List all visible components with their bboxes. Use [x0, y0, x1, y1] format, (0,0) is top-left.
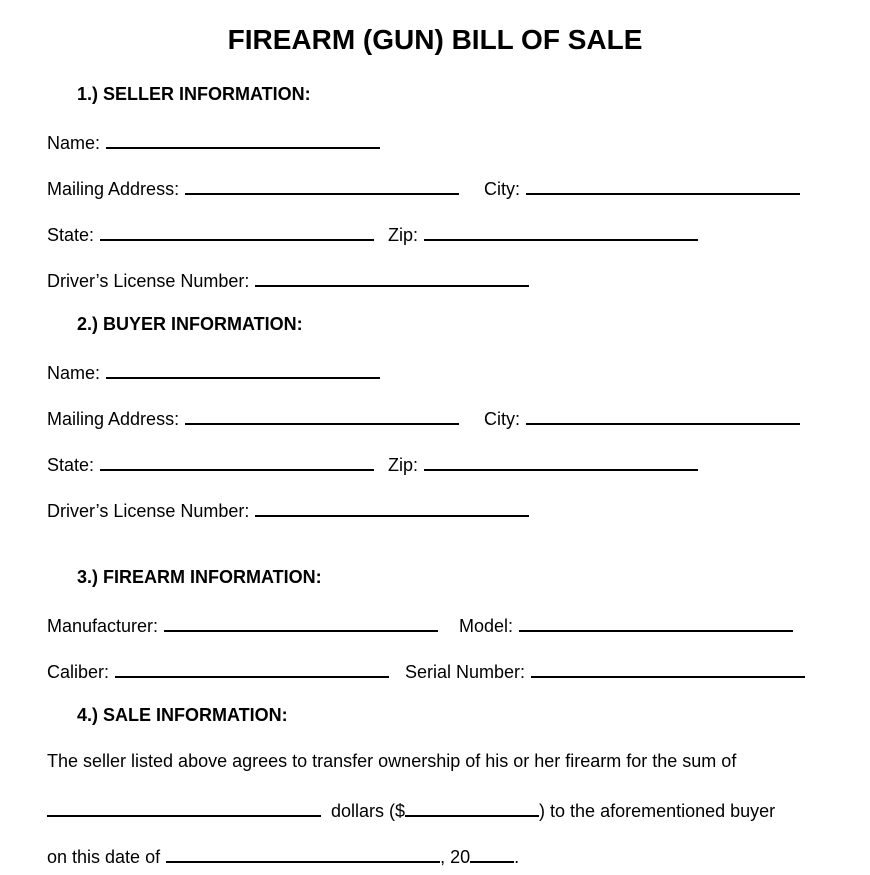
- form-title: FIREARM (GUN) BILL OF SALE: [227, 24, 643, 55]
- sale-heading: 4.) SALE INFORMATION:: [77, 705, 288, 725]
- buyer-address-label: Mailing Address:: [47, 409, 180, 429]
- seller-state-field[interactable]: [100, 221, 374, 241]
- sale-year-field[interactable]: [470, 843, 514, 863]
- buyer-state-row: [47, 451, 870, 475]
- buyer-city-field[interactable]: [526, 405, 800, 425]
- sale-date-field[interactable]: [166, 843, 440, 863]
- serial-number-label: Serial Number:: [405, 662, 526, 682]
- buyer-name-label: Name:: [47, 363, 101, 383]
- firearm-heading: 3.) FIREARM INFORMATION:: [77, 567, 322, 587]
- buyer-address-field[interactable]: [185, 405, 459, 425]
- buyer-zip-field[interactable]: [424, 451, 698, 471]
- seller-name-field[interactable]: [106, 129, 380, 149]
- model-field[interactable]: [519, 612, 793, 632]
- serial-number-field[interactable]: [531, 658, 805, 678]
- seller-state-label: State:: [47, 225, 95, 245]
- seller-city-label: City:: [484, 179, 520, 199]
- seller-address-row: [47, 175, 870, 199]
- dollars-text: dollars ($: [331, 801, 406, 821]
- buyer-heading: 2.) BUYER INFORMATION:: [77, 314, 303, 334]
- buyer-zip-label: Zip:: [388, 455, 419, 475]
- seller-license-row: [47, 267, 870, 291]
- seller-name-label: Name:: [47, 133, 101, 153]
- seller-license-field[interactable]: [255, 267, 529, 287]
- firearm-make-row: [47, 612, 870, 636]
- caliber-label: Caliber:: [47, 662, 110, 682]
- buyer-state-field[interactable]: [100, 451, 374, 471]
- firearm-caliber-row: [47, 658, 870, 682]
- seller-zip-field[interactable]: [424, 221, 698, 241]
- sale-sentence-line1: The seller listed above agrees to transfer ownership of his or her firearm for the sum of: [47, 751, 737, 771]
- seller-license-label: Driver’s License Number:: [47, 271, 250, 291]
- year-suffix-text: .: [514, 847, 520, 867]
- buyer-license-label: Driver’s License Number:: [47, 501, 250, 521]
- seller-address-field[interactable]: [185, 175, 459, 195]
- buyer-name-field[interactable]: [106, 359, 380, 379]
- sale-amount-row: [47, 797, 870, 821]
- buyer-state-label: State:: [47, 455, 95, 475]
- manufacturer-field[interactable]: [164, 612, 438, 632]
- buyer-license-row: [47, 497, 870, 521]
- caliber-field[interactable]: [115, 658, 389, 678]
- buyer-text: ) to the aforementioned buyer: [539, 801, 776, 821]
- sale-amount-words-field[interactable]: [47, 797, 321, 817]
- manufacturer-label: Manufacturer:: [47, 616, 159, 636]
- date-text: on this date of: [47, 847, 161, 867]
- seller-state-row: [47, 221, 870, 245]
- buyer-city-label: City:: [484, 409, 520, 429]
- buyer-address-row: [47, 405, 870, 429]
- sale-amount-number-field[interactable]: [405, 797, 539, 817]
- seller-address-label: Mailing Address:: [47, 179, 180, 199]
- year-prefix-text: , 20: [440, 847, 471, 867]
- sale-date-row: [47, 843, 870, 867]
- seller-heading: 1.) SELLER INFORMATION:: [77, 84, 311, 104]
- buyer-name-row: [47, 359, 870, 383]
- seller-zip-label: Zip:: [388, 225, 419, 245]
- seller-city-field[interactable]: [526, 175, 800, 195]
- buyer-license-field[interactable]: [255, 497, 529, 517]
- seller-name-row: [47, 129, 870, 153]
- model-label: Model:: [459, 616, 514, 636]
